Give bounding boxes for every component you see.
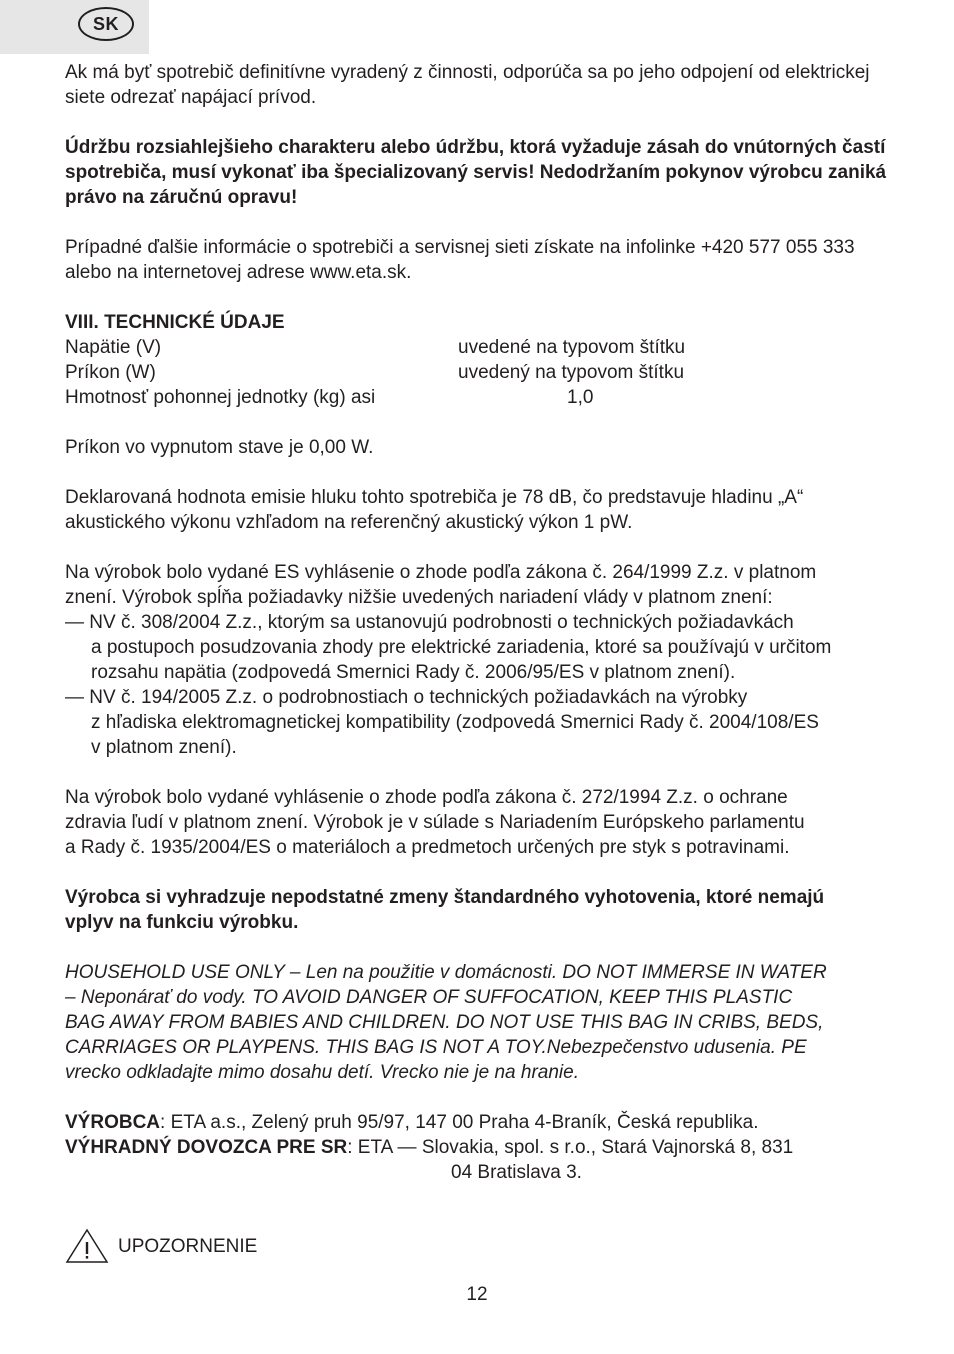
importer-address-continued: 04 Bratislava 3. — [451, 1162, 582, 1183]
noise-paragraph — [65, 485, 905, 535]
spec-value: 1,0 — [567, 387, 594, 408]
spec-label: Napätie (V) — [65, 337, 162, 358]
household-line: vrecko odkladajte mimo dosahu detí. Vrecko nie je na hranie. — [65, 1062, 580, 1083]
page-content — [65, 60, 905, 1185]
language-tab — [0, 0, 149, 54]
warning-label: UPOZORNENIE — [118, 1235, 258, 1257]
regulation-item-line: rozsahu napätia (zodpovedá Smernici Rady č. 2006/95/ES v platnom znení). — [91, 662, 736, 683]
spec-label: Príkon (W) — [65, 362, 156, 383]
noise-line: Deklarovaná hodnota emisie hluku tohto spotrebiča je 78 dB, čo predstavuje hladinu „A“ — [65, 487, 804, 508]
disposal-paragraph: Ak má byť spotrebič definitívne vyradený z činnosti, odporúča sa po jeho odpojení od elektrickej siete odrezať napájací prívod. — [65, 62, 870, 108]
technical-data-heading: VIII. TECHNICKÉ ÚDAJE — [65, 312, 285, 333]
health-line: Na výrobok bolo vydané vyhlásenie o zhode podľa zákona č. 272/1994 Z.z. o ochrane — [65, 787, 788, 808]
infoline-paragraph: Prípadné ďalšie informácie o spotrebiči a servisnej sieti získate na infolinke +420 577 055 333 alebo na internetovej adrese www.eta.sk. — [65, 237, 855, 283]
household-line: HOUSEHOLD USE ONLY – Len na použitie v domácnosti. DO NOT IMMERSE IN WATER — [65, 962, 827, 983]
service-warning-paragraph: Údržbu rozsiahlejšieho charakteru alebo údržbu, ktorá vyžaduje zásah do vnútorných častí spotrebiča, musí vykonať iba špecializovaný servis! Nedodržaním pokynov výrobcu zaniká právo na záručnú opravu! — [65, 137, 887, 208]
warning-triangle-icon — [65, 1228, 109, 1264]
health-protection-paragraph — [65, 785, 905, 860]
regulation-item-line: v platnom znení). — [91, 737, 237, 758]
importer-address: : ETA — Slovakia, spol. s r.o., Stará Vajnorská 8, 831 — [347, 1137, 794, 1158]
reserve-line: vplyv na funkciu výrobku. — [65, 912, 299, 933]
page-number: 12 — [466, 1284, 488, 1305]
conformity-declaration-paragraph — [65, 560, 905, 760]
spec-row — [65, 385, 905, 410]
spec-value: uvedený na typovom štítku — [458, 362, 685, 383]
warning-notice — [65, 1228, 257, 1264]
health-line: zdravia ľudí v platnom znení. Výrobok je v súlade s Nariadením Európskeho parlamentu — [65, 812, 805, 833]
regulation-item: — NV č. 308/2004 Z.z., ktorým sa ustanovujú podrobnosti o technických požiadavkách — [65, 612, 794, 633]
manufacturer-reserve-paragraph — [65, 885, 905, 935]
language-badge: SK — [78, 7, 134, 41]
regulation-item-line: a postupoch posudzovania zhody pre elektrické zariadenia, ktoré sa používajú v určitom — [91, 637, 832, 658]
household-line: CARRIAGES OR PLAYPENS. THIS BAG IS NOT A TOY.Nebezpečenstvo udusenia. PE — [65, 1037, 807, 1058]
spec-label: Hmotnosť pohonnej jednotky (kg) asi — [65, 387, 376, 408]
noise-line: akustického výkonu vzhľadom na referenčný akustický výkon 1 pW. — [65, 512, 633, 533]
importer-label: VÝHRADNÝ DOVOZCA PRE SR — [65, 1137, 348, 1158]
household-warning-paragraph — [65, 960, 905, 1085]
household-line: BAG AWAY FROM BABIES AND CHILDREN. DO NOT USE THIS BAG IN CRIBS, BEDS, — [65, 1012, 824, 1033]
manufacturer-label: VÝROBCA — [65, 1112, 161, 1133]
standby-power-paragraph: Príkon vo vypnutom stave je 0,00 W. — [65, 437, 374, 458]
spec-row — [65, 335, 905, 360]
household-line: – Neponárať do vody. TO AVOID DANGER OF SUFFOCATION, KEEP THIS PLASTIC — [65, 987, 793, 1008]
manufacturer-paragraph — [65, 1110, 905, 1185]
reserve-line: Výrobca si vyhradzuje nepodstatné zmeny štandardného vyhotovenia, ktoré nemajú — [65, 887, 825, 908]
spec-row — [65, 360, 905, 385]
health-line: a Rady č. 1935/2004/ES o materiáloch a predmetoch určených pre styk s potravinami. — [65, 837, 790, 858]
declaration-line: Na výrobok bolo vydané ES vyhlásenie o zhode podľa zákona č. 264/1999 Z.z. v platnom — [65, 562, 817, 583]
declaration-line: znení. Výrobok spĺňa požiadavky nižšie uvedených nariadení vlády v platnom znení: — [65, 587, 773, 608]
spec-value: uvedené na typovom štítku — [458, 337, 686, 358]
regulation-item: — NV č. 194/2005 Z.z. o podrobnostiach o technických požiadavkách na výrobky — [65, 687, 748, 708]
regulation-item-line: z hľadiska elektromagnetickej kompatibility (zodpovedá Smernici Rady č. 2004/108/ES — [91, 712, 819, 733]
manufacturer-address: : ETA a.s., Zelený pruh 95/97, 147 00 Praha 4-Braník, Česká republika. — [160, 1112, 759, 1133]
technical-data-section — [65, 310, 905, 410]
